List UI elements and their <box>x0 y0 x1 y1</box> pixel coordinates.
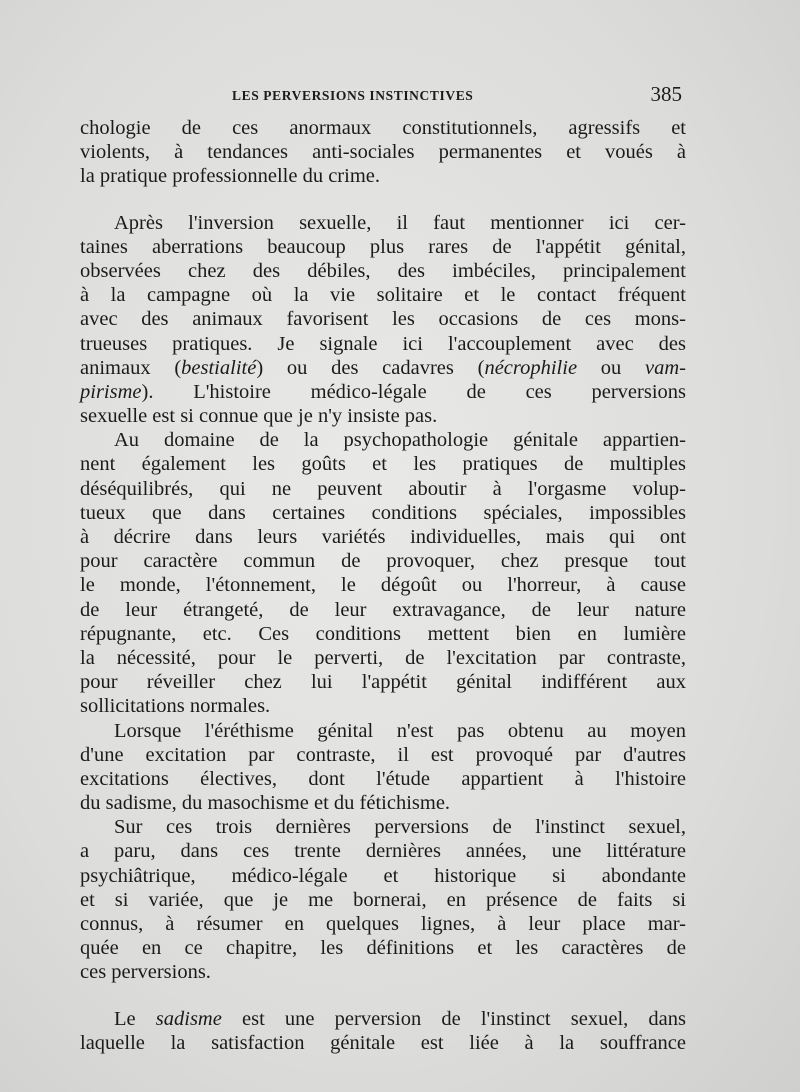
text-line: Lorsque l'éréthisme génital n'est pas obtenu au moyen <box>114 719 686 742</box>
text-line: Le sadisme est une perversion de l'instinct sexuel, dans <box>114 1007 686 1030</box>
text-line: pirisme). L'histoire médico-légale de ces perversions <box>80 380 686 403</box>
text-line: Après l'inversion sexuelle, il faut mentionner ici cer- <box>114 211 686 234</box>
text-line: pour caractère commun de provoquer, chez presque tout <box>80 550 686 573</box>
text-line: déséquilibrés, qui ne peuvent aboutir à l'orgasme volup- <box>80 477 686 500</box>
text-line: sollicitations normales. <box>80 695 271 718</box>
paragraph <box>80 428 686 718</box>
text-line: excitations électives, dont l'étude appartient à l'histoire <box>80 767 686 790</box>
text-line: pour réveiller chez lui l'appétit génital indifférent aux <box>80 671 686 694</box>
text-line: observées chez des débiles, des imbéciles, principalement <box>80 259 686 282</box>
text-line: le monde, l'étonnement, le dégoût ou l'horreur, à cause <box>80 574 686 597</box>
page-number: 385 <box>650 82 682 106</box>
text-line: quée en ce chapitre, les définitions et les caractères de <box>80 937 686 960</box>
text-line: la pratique professionnelle du crime. <box>80 165 380 188</box>
text-line: violents, à tendances anti-sociales permanentes et voués à <box>80 141 686 164</box>
text-line: psychiâtrique, médico-légale et historique si abondante <box>80 864 686 887</box>
text-line: répugnante, etc. Ces conditions mettent bien en lumière <box>80 622 686 645</box>
text-line: d'une excitation par contraste, il est provoqué par d'autres <box>80 743 686 766</box>
text-line: sexuelle est si connue que je n'y insiste pas. <box>80 405 438 428</box>
italic-term: vam- <box>645 356 686 379</box>
text-line: laquelle la satisfaction génitale est liée à la souffrance <box>80 1031 686 1054</box>
paragraph <box>80 211 686 429</box>
paragraph-gap <box>80 985 686 1007</box>
text-line: de leur étrangeté, de leur extravagance, de leur nature <box>80 598 686 621</box>
paragraph <box>80 815 686 984</box>
text-line: nent également les goûts et les pratiques de multiples <box>80 453 686 476</box>
text-line: trueuses pratiques. Je signale ici l'accouplement avec des <box>80 332 686 355</box>
text-line: ces perversions. <box>80 961 211 984</box>
paragraph <box>80 1007 686 1055</box>
italic-term: pirisme <box>80 380 142 403</box>
paragraph-gap <box>80 189 686 211</box>
text-line: à décrire dans leurs variétés individuelles, mais qui ont <box>80 526 686 548</box>
text-line: à la campagne où la vie solitaire et le contact fréquent <box>80 284 686 307</box>
text-line: Au domaine de la psychopathologie génitale appartien- <box>114 429 686 452</box>
paragraph <box>80 719 686 816</box>
text-line: connus, à résumer en quelques lignes, à leur place mar- <box>80 913 686 935</box>
text-line: tueux que dans certaines conditions spéciales, impossibles <box>80 501 686 524</box>
italic-term: nécrophilie <box>484 356 578 379</box>
text-line: la nécessité, pour le perverti, de l'excitation par contraste, <box>80 646 686 669</box>
running-title: LES PERVERSIONS INSTINCTIVES <box>232 88 474 103</box>
text-line: chologie de ces anormaux constitutionnels, agressifs et <box>80 117 686 139</box>
page-header <box>80 82 684 112</box>
italic-term: bestialité <box>181 356 257 379</box>
paragraph <box>80 116 686 189</box>
text-line: animaux (bestialité) ou des cadavres (nécrophilie ou vam- <box>80 356 686 379</box>
text-line: Sur ces trois dernières perversions de l'instinct sexuel, <box>114 816 686 839</box>
text-line: et si variée, que je me bornerai, en présence de faits si <box>80 888 686 911</box>
text-line: du sadisme, du masochisme et du fétichisme. <box>80 792 451 815</box>
text-line: a paru, dans ces trente dernières années, une littérature <box>80 840 686 863</box>
italic-term: sadisme <box>155 1007 222 1030</box>
text-line: avec des animaux favorisent les occasions de ces mons- <box>80 308 686 331</box>
text-line: taines aberrations beaucoup plus rares de l'appétit génital, <box>80 235 686 258</box>
page-body <box>80 116 686 1055</box>
